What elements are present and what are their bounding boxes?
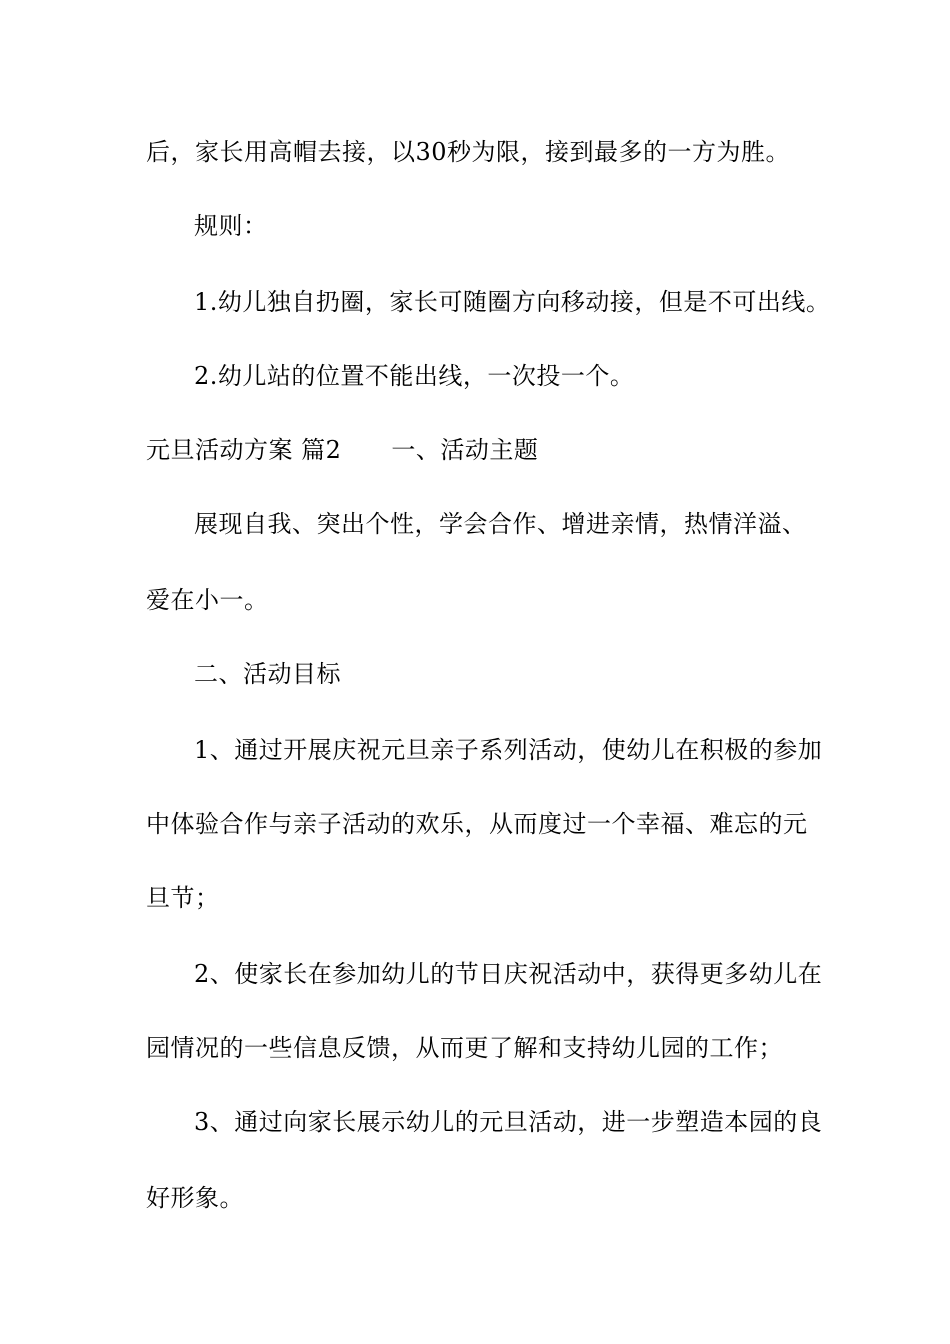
theme-paragraph-line: 展现自我、突出个性，学会合作、增进亲情，热情洋溢、: [194, 510, 807, 538]
goal-3-line: 好形象。: [146, 1184, 244, 1212]
goal-1-line: 旦节；: [146, 884, 220, 912]
theme-paragraph-line: 爱在小一。: [146, 586, 269, 614]
rule-item-2: 2.幼儿站的位置不能出线，一次投一个。: [194, 362, 635, 390]
paragraph-line: 后，家长用高帽去接，以30秒为限，接到最多的一方为胜。: [146, 138, 791, 166]
section-title: 元旦活动方案: [146, 436, 293, 464]
rules-heading: 规则：: [194, 212, 268, 240]
goal-2-line: 园情况的一些信息反馈，从而更了解和支持幼儿园的工作；: [146, 1034, 783, 1062]
goal-1-line: 1、通过开展庆祝元旦亲子系列活动，使幼儿在积极的参加: [194, 736, 823, 764]
section-subtitle: 一、活动主题: [391, 436, 539, 464]
goal-1-line: 中体验合作与亲子活动的欢乐，从而度过一个幸福、难忘的元: [146, 810, 808, 838]
goals-heading: 二、活动目标: [194, 660, 341, 688]
section-number: 篇2: [301, 436, 342, 464]
goal-3-line: 3、通过向家长展示幼儿的元旦活动，进一步塑造本园的良: [194, 1108, 823, 1136]
rule-item-1: 1.幼儿独自扔圈，家长可随圈方向移动接，但是不可出线。: [194, 288, 831, 316]
section-heading: [146, 434, 538, 466]
goal-2-line: 2、使家长在参加幼儿的节日庆祝活动中，获得更多幼儿在: [194, 960, 823, 988]
